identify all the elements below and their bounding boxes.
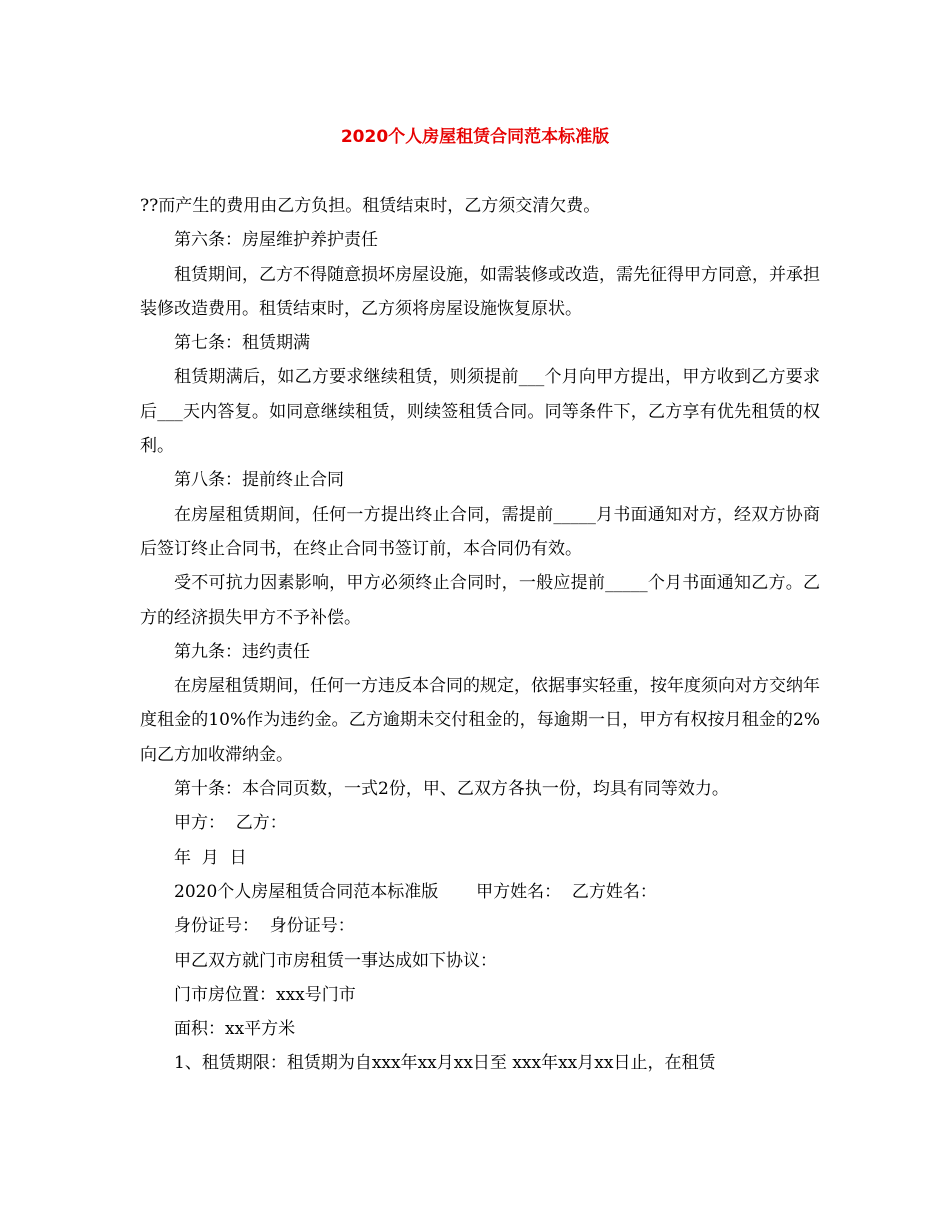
second-contract-header: 2020个人房屋租赁合同范本标准版 甲方姓名： 乙方姓名： — [174, 881, 657, 902]
article-8-heading: 第八条：提前终止合同 — [174, 470, 344, 491]
article-10: 第十条：本合同页数，一式2份，甲、乙双方各执一份，均具有同等效力。 — [174, 779, 729, 800]
article-6-body: 租赁期间，乙方不得随意损坏房屋设施，如需装修或改造，需先征得甲方同意，并承担装修改造费用。租赁结束时，乙方须将房屋设施恢复原状。 — [140, 264, 820, 319]
article-9-body: 在房屋租赁期间，任何一方违反本合同的规定，依据事实轻重，按年度须向对方交纳年度租金的10%作为违约金。乙方逾期未交付租金的，每逾期一日，甲方有权按月租金的2%向乙方加收滞纳金。 — [140, 676, 820, 765]
article-6-heading: 第六条：房屋维护养护责任 — [174, 230, 378, 251]
shop-area: 面积：xx平方米 — [174, 1019, 296, 1040]
id-number-line: 身份证号： 身份证号： — [174, 916, 355, 937]
signature-parties: 甲方： 乙方： — [174, 813, 287, 834]
document-body — [140, 189, 820, 1081]
signature-date: 年 月 日 — [174, 847, 247, 868]
shop-location: 门市房位置：xxx号门市 — [174, 984, 356, 1005]
article-8-body-1: 在房屋租赁期间，任何一方提出终止合同，需提前_____月书面通知对方，经双方协商后签订终止合同书，在终止合同书签订前，本合同仍有效。 — [140, 504, 820, 559]
agreement-intro: 甲乙双方就门市房租赁一事达成如下协议： — [174, 950, 497, 971]
document-title: 2020个人房屋租赁合同范本标准版 — [340, 127, 610, 147]
article-9-heading: 第九条：违约责任 — [174, 641, 310, 662]
article-7-heading: 第七条：租赁期满 — [174, 333, 310, 354]
lease-term: 1、租赁期限：租赁期为自xxx年xx月xx日至 xxx年xx月xx日止，在租赁 — [174, 1053, 716, 1074]
paragraph-continuation: ??而产生的费用由乙方负担。租赁结束时，乙方须交清欠费。 — [140, 196, 601, 216]
article-8-body-2: 受不可抗力因素影响，甲方必须终止合同时，一般应提前_____个月书面通知乙方。乙方的经济损失甲方不予补偿。 — [140, 573, 820, 628]
article-7-body: 租赁期满后，如乙方要求继续租赁，则须提前___个月向甲方提出，甲方收到乙方要求后___天内答复。如同意继续租赁，则续签租赁合同。同等条件下，乙方享有优先租赁的权利。 — [140, 367, 820, 457]
